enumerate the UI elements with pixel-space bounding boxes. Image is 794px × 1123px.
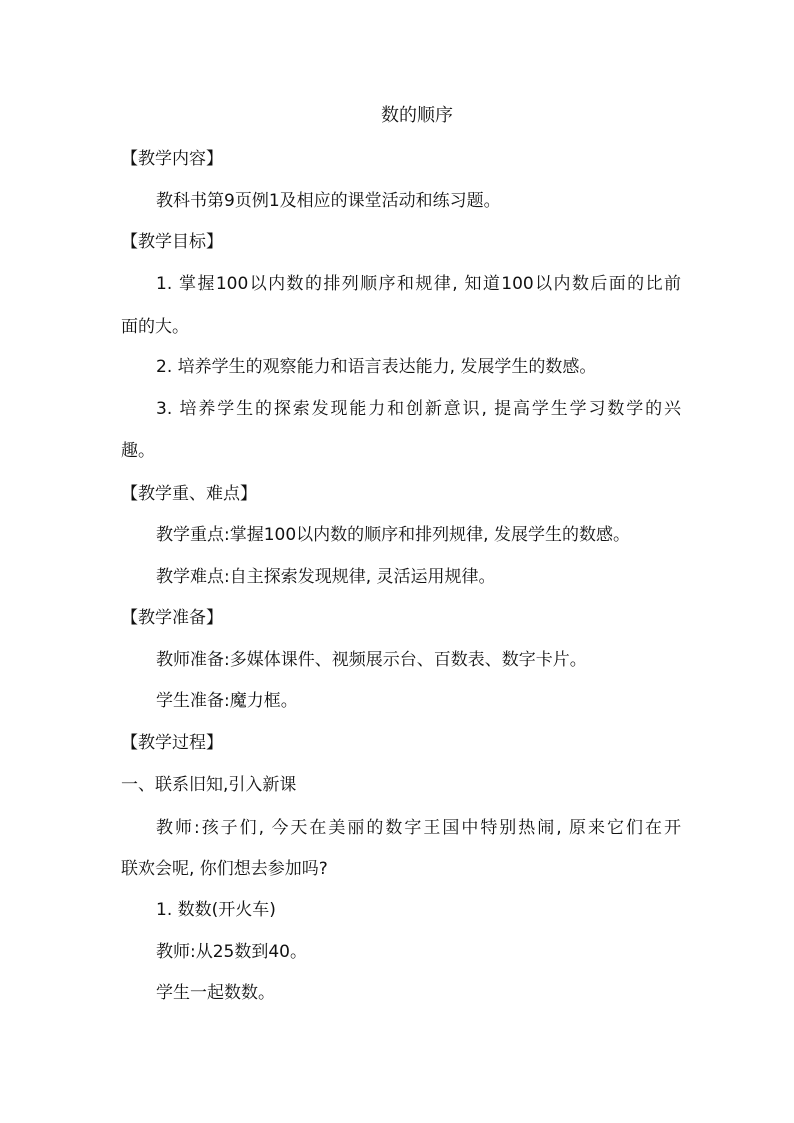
goal-1-line-2: 面的大。 xyxy=(121,317,189,337)
section-heading-goals: 【教学目标】 xyxy=(121,232,223,252)
step-1: 1. 数数(开火车) xyxy=(156,900,276,920)
teacher-intro-line-2: 联欢会呢, 你们想去参加吗? xyxy=(121,859,328,879)
teacher-intro-line-1: 教师:孩子们, 今天在美丽的数字王国中特别热闹, 原来它们在开 xyxy=(156,818,681,838)
goal-1-line-1: 1. 掌握100以内数的排列顺序和规律, 知道100以内数后面的比前 xyxy=(156,274,681,294)
section-heading-key-points: 【教学重、难点】 xyxy=(121,484,257,504)
goal-3-line-2: 趣。 xyxy=(121,441,155,461)
section-heading-content: 【教学内容】 xyxy=(121,149,223,169)
goal-2: 2. 培养学生的观察能力和语言表达能力, 发展学生的数感。 xyxy=(156,357,597,377)
document-title: 数的顺序 xyxy=(381,105,453,126)
content-text: 教科书第9页例1及相应的课堂活动和练习题。 xyxy=(156,191,501,211)
students-count: 学生一起数数。 xyxy=(156,983,275,1003)
teacher-count: 教师:从25数到40。 xyxy=(156,942,307,962)
teacher-preparation: 教师准备:多媒体课件、视频展示台、百数表、数字卡片。 xyxy=(156,650,587,670)
part-1-heading: 一、联系旧知,引入新课 xyxy=(121,775,297,795)
student-preparation: 学生准备:魔力框。 xyxy=(156,691,298,711)
section-heading-preparation: 【教学准备】 xyxy=(121,608,223,628)
key-point: 教学重点:掌握100以内数的顺序和排列规律, 发展学生的数感。 xyxy=(156,525,630,545)
section-heading-process: 【教学过程】 xyxy=(121,733,223,753)
difficult-point: 教学难点:自主探索发现规律, 灵活运用规律。 xyxy=(156,567,496,587)
goal-3-line-1: 3. 培养学生的探索发现能力和创新意识, 提高学生学习数学的兴 xyxy=(156,399,681,419)
